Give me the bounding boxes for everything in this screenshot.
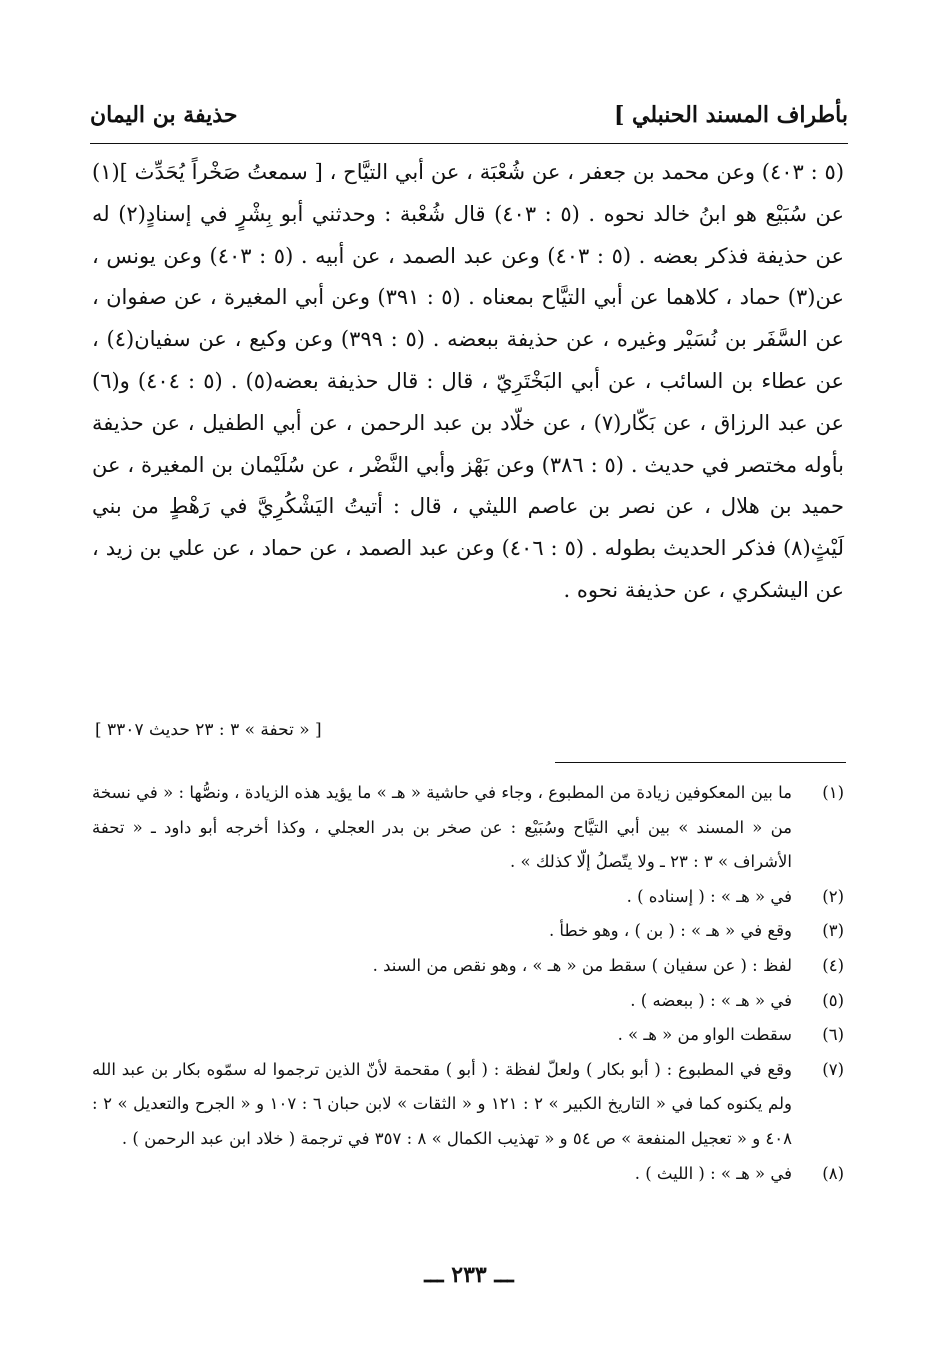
footnote-text: وقع في المطبوع : ( أبو بكار ) ولعلّ لفظة : ( أبو ) مقحمة لأنّ الذين ترجموا له سمّوه بكار بن عبد الله ولم يكنوه كما في « التاريخ الكبير » ٢ : ١٢١ و « الثقات » لابن حبان ٦ : ١٠٧ و « الجرح والتعديل » ٢ : ٤٠٨ و « تعجيل المنفعة » ص ٥٤ و « تهذيب الكمال » ٨ : ٣٥٧ في ترجمة ( خلاد ابن عبد الرحمن ) . [92,1059,792,1148]
footnote-number: (٦) [822,1025,844,1045]
page-number: ـــ ٢٣٣ ـــ [424,1262,514,1288]
footnote-item [92,984,844,1019]
footnote-item [92,1157,844,1192]
footnote-divider [555,762,846,763]
footnote-item [92,914,844,949]
footnote-text: في « هـ » : ( الليث ) . [634,1163,792,1183]
footnote-number: (٢) [822,886,844,906]
footnote-item [92,880,844,915]
footnote-number: (٥) [822,990,844,1010]
running-header [90,102,848,142]
footnote-item [92,1053,844,1157]
footnote-number: (٨) [822,1163,844,1183]
chapter-title-header: حذيفة بن اليمان [90,102,238,128]
main-paragraph: (٥ : ٤٠٣) وعن محمد بن جعفر ، عن شُعْبَة ، عن أبي التيَّاح ، [ سمعتُ صَخْراً يُحَدِّث ](١) عن سُبَيْع هو ابنُ خالد نحوه . (٥ : ٤٠٣) قال شُعْبة : وحدثني أبو بِشْرٍ في إسنادٍ(٢) له عن حذيفة فذكر بعضه . (٥ : ٤٠٣) وعن عبد الصمد ، عن أبيه . (٥ : ٤٠٣) وعن يونس ، عن(٣) حماد ، كلاهما عن أبي التيَّاح بمعناه . (٥ : ٣٩١) وعن أبي المغيرة ، عن صفوان ، عن السَّفَر بن نُسَيْر وغيره ، عن حذيفة ببعضه . (٥ : ٣٩٩) وعن وكيع ، عن سفيان(٤) ، عن عطاء بن السائب ، عن أبي البَخْتَرِيّ ، قال : قال حذيفة بعضه(٥) . (٥ : ٤٠٤) و(٦) عن عبد الرزاق ، عن بَكّار(٧) ، عن خلّاد بن عبد الرحمن ، عن أبي الطفيل ، عن حذيفة بأوله مختصر في حديث . (٥ : ٣٨٦) وعن بَهْز وأبي النَّضْر ، عن سُلَيْمان بن المغيرة ، عن حميد بن هلال ، عن نصر بن عاصم الليثي ، قال : أتيتُ اليَشْكُرِيَّ في رَهْطٍ من بني لَيْثٍ(٨) فذكر الحديث بطوله . (٥ : ٤٠٦) وعن عبد الصمد ، عن حماد ، عن علي بن زيد ، عن اليشكري ، عن حذيفة نحوه . [92,160,845,602]
tuhfa-reference: [ « تحفة » ٣ : ٢٣ حديث ٣٣٠٧ ] [95,720,322,740]
footnote-text: وقع في « هـ » : ( بن ) ، وهو خطأ . [548,921,792,941]
book-title-header: بأطراف المسند الحنبلي ] [613,102,848,128]
footnote-number: (٣) [822,921,844,941]
header-divider [90,143,848,144]
footnotes-section [92,776,844,1191]
footnote-text: ما بين المعكوفين زيادة من المطبوع ، وجاء في حاشية « هـ » ما يؤيد هذه الزيادة ، ونصُّها : « في نسخة من « المسند » بين أبي التيَّاح وسُبَيْع : عن صخر بن بدر العجلي ، وكذا أخرجه أبو داود ـ « تحفة الأشراف » ٣ : ٢٣ ـ ولا يتّصلُ إلّا كذلك » . [92,783,792,872]
footnote-item [92,949,844,984]
footnote-text: سقطت الواو من « هـ » . [617,1025,792,1045]
footnote-number: (١) [822,783,844,802]
footnote-number: (٤) [822,955,844,975]
footnote-text: لفظ : ( عن سفيان ) سقط من « هـ » ، وهو نقص من السند . [372,955,792,975]
footnote-item [92,1018,844,1053]
footnote-text: في « هـ » : ( ببعضه ) . [630,990,792,1010]
footnote-item [92,776,844,880]
main-text-block [92,152,844,612]
footnote-number: (٧) [822,1059,844,1079]
footnote-text: في « هـ » : ( إسناده ) . [626,886,792,906]
